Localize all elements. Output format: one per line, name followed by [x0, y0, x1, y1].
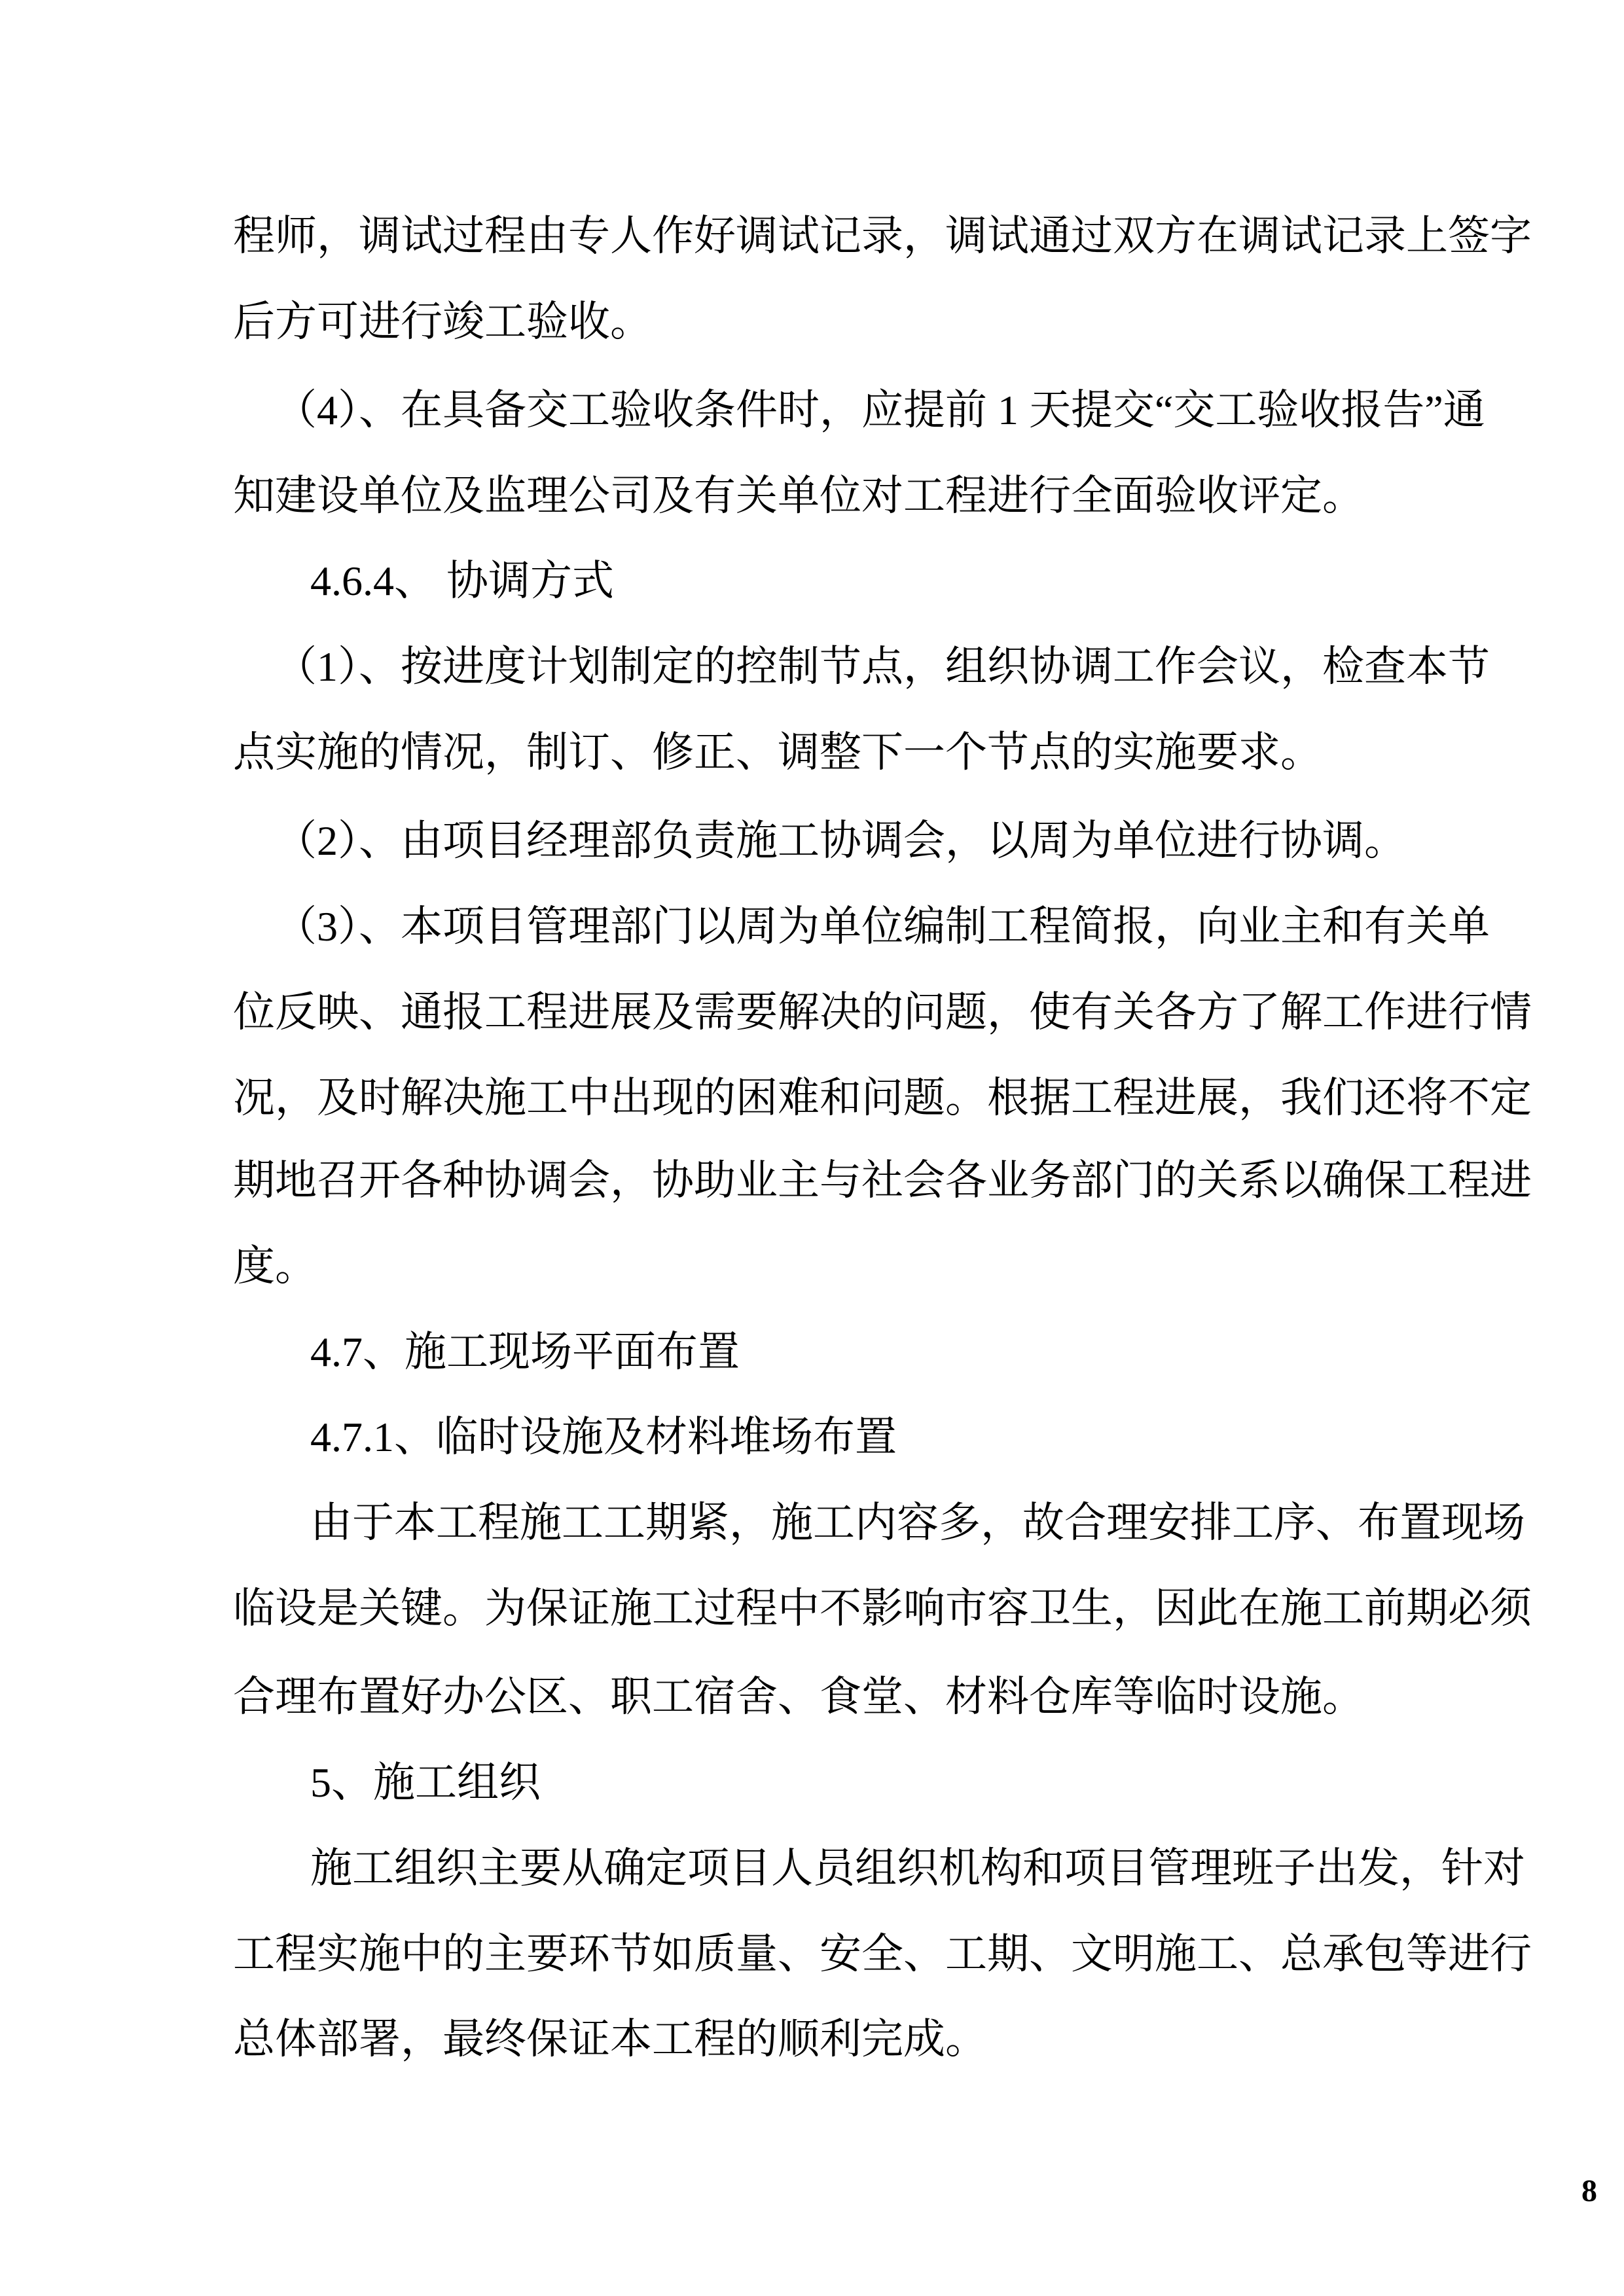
text-line: 度。: [233, 1243, 317, 1289]
section-heading: 4.7.1、临时设施及材料堆场布置: [310, 1414, 897, 1460]
text-line: 合理布置好办公区、职工宿舍、食堂、材料仓库等临时设施。: [233, 1674, 1364, 1720]
section-heading: 4.7、施工现场平面布置: [310, 1329, 740, 1375]
text-line: （1）、按进度计划制定的控制节点，组织协调工作会议，检查本节: [275, 643, 1490, 690]
section-heading: 5、施工组织: [310, 1759, 541, 1806]
text-line: （3）、本项目管理部门以周为单位编制工程简报，向业主和有关单: [275, 903, 1490, 950]
section-heading: 4.6.4、 协调方式: [310, 558, 614, 604]
text-line: 临设是关键。为保证施工过程中不影响市容卫生，因此在施工前期必须: [233, 1585, 1532, 1632]
page-number: 8: [1581, 2174, 1597, 2208]
text-line: 知建设单位及监理公司及有关单位对工程进行全面验收评定。: [233, 473, 1364, 519]
text-line: 施工组织主要从确定项目人员组织机构和项目管理班子出发，针对: [310, 1845, 1525, 1892]
text-line: 工程实施中的主要环节如质量、安全、工期、文明施工、总承包等进行: [233, 1931, 1532, 1977]
text-line: 点实施的情况，制订、修正、调整下一个节点的实施要求。: [233, 729, 1322, 776]
text-line: 后方可进行竣工验收。: [233, 298, 652, 345]
text-line: 况，及时解决施工中出现的困难和问题。根据工程进展，我们还将不定: [233, 1075, 1532, 1121]
text-line: 总体部署，最终保证本工程的顺利完成。: [233, 2016, 987, 2062]
text-line: 由于本工程施工工期紧，施工内容多，故合理安排工序、布置现场: [310, 1499, 1525, 1546]
text-line: （2）、由项目经理部负责施工协调会，以周为单位进行协调。: [275, 817, 1406, 864]
text-line: 程师，调试过程由专人作好调试记录，调试通过双方在调试记录上签字: [233, 213, 1532, 259]
text-line: 位反映、通报工程进展及需要解决的问题，使有关各方了解工作进行情: [233, 989, 1532, 1035]
text-line: 期地召开各种协调会，协助业主与社会各业务部门的关系以确保工程进: [233, 1157, 1532, 1204]
text-line: （4）、在具备交工验收条件时，应提前 1 天提交“交工验收报告”通: [275, 387, 1485, 433]
